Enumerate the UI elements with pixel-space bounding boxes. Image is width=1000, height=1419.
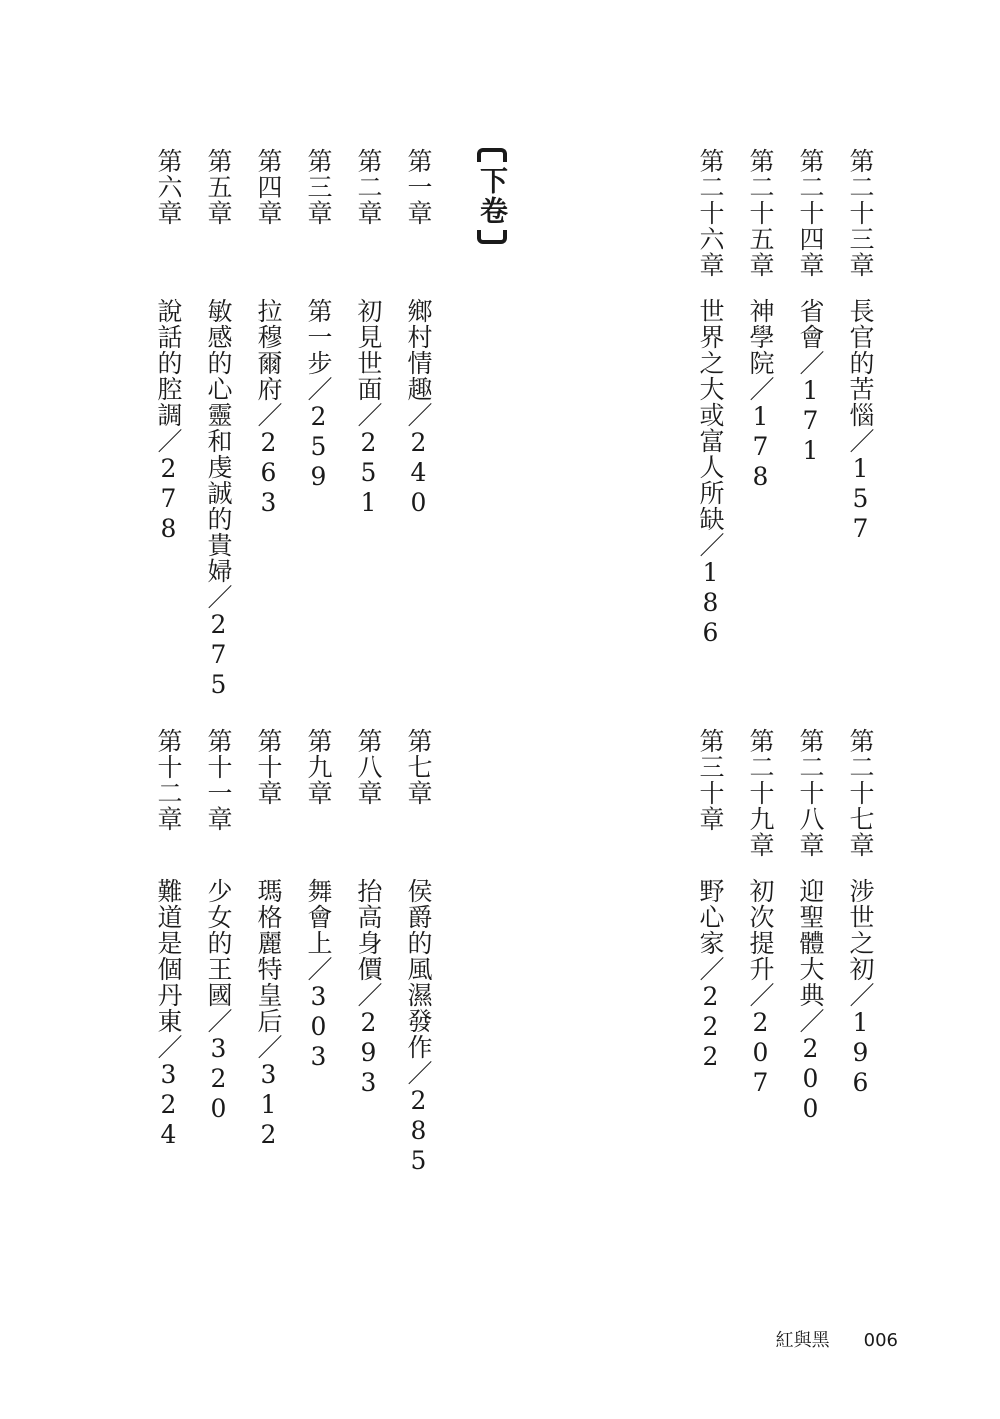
chapter-title: 瑪格麗特皇后／312 — [254, 878, 283, 1150]
toc-entry — [740, 148, 780, 492]
chapter-title: 抬高身價／293 — [354, 878, 383, 1098]
chapter-number: 第二章 — [354, 148, 383, 226]
toc-entry — [248, 148, 288, 518]
bracket-close-icon — [477, 230, 507, 244]
chapter-number: 第八章 — [354, 728, 383, 806]
toc-entry — [398, 148, 438, 518]
bracket-open-icon — [477, 148, 507, 162]
chapter-title: 迎聖體大典／200 — [796, 878, 825, 1124]
chapter-title: 鄉村情趣／240 — [404, 298, 433, 518]
chapter-number: 第四章 — [254, 148, 283, 226]
chapter-title: 初見世面／251 — [354, 298, 383, 518]
chapter-number: 第十二章 — [154, 728, 183, 832]
page-footer — [776, 1326, 898, 1352]
toc-entry — [740, 728, 780, 1098]
running-title: 紅與黑 — [775, 1330, 830, 1351]
chapter-number: 第三十章 — [696, 728, 725, 832]
chapter-number: 第二十九章 — [746, 728, 775, 858]
toc-entry — [248, 728, 288, 1150]
toc-entry — [790, 148, 830, 466]
toc-entry — [690, 148, 730, 648]
chapter-title: 初次提升／207 — [746, 878, 775, 1098]
chapter-number: 第十一章 — [204, 728, 233, 832]
page-number: 006 — [863, 1330, 898, 1351]
chapter-number: 第二十四章 — [796, 148, 825, 278]
toc-entry — [398, 728, 438, 1176]
chapter-number: 第九章 — [304, 728, 333, 806]
toc-entry — [690, 728, 730, 1072]
chapter-title: 省會／171 — [796, 298, 825, 466]
chapter-number: 第十章 — [254, 728, 283, 806]
toc-entry — [198, 148, 238, 700]
chapter-number: 第二十五章 — [746, 148, 775, 278]
toc-entry — [198, 728, 238, 1124]
section-heading — [468, 148, 516, 244]
chapter-number: 第三章 — [304, 148, 333, 226]
toc-entry — [348, 728, 388, 1098]
toc-entry — [298, 148, 338, 492]
toc-entry — [298, 728, 338, 1072]
chapter-title: 說話的腔調／278 — [154, 298, 183, 544]
chapter-title: 第一步／259 — [304, 298, 333, 492]
chapter-number: 第五章 — [204, 148, 233, 226]
chapter-title: 世界之大或富人所缺／186 — [696, 298, 725, 648]
chapter-title: 難道是個丹東／324 — [154, 878, 183, 1150]
toc-entry — [148, 728, 188, 1150]
chapter-title: 敏感的心靈和虔誠的貴婦／275 — [204, 298, 233, 700]
chapter-title: 野心家／222 — [696, 878, 725, 1072]
chapter-title: 舞會上／303 — [304, 878, 333, 1072]
chapter-number: 第二十六章 — [696, 148, 725, 278]
chapter-title: 拉穆爾府／263 — [254, 298, 283, 518]
chapter-title: 少女的王國／320 — [204, 878, 233, 1124]
toc-entry — [840, 728, 880, 1098]
section-label: 下卷 — [476, 166, 509, 226]
chapter-number: 第二十八章 — [796, 728, 825, 858]
toc-entry — [348, 148, 388, 518]
toc-entry — [840, 148, 880, 544]
chapter-number: 第七章 — [404, 728, 433, 806]
chapter-number: 第六章 — [154, 148, 183, 226]
chapter-number: 第一章 — [404, 148, 433, 226]
chapter-title: 神學院／178 — [746, 298, 775, 492]
chapter-number: 第二十七章 — [846, 728, 875, 858]
chapter-number: 第二十三章 — [846, 148, 875, 278]
chapter-title: 侯爵的風濕發作／285 — [404, 878, 433, 1176]
chapter-title: 長官的苦惱／157 — [846, 298, 875, 544]
toc-entry — [148, 148, 188, 544]
toc-entry — [790, 728, 830, 1124]
chapter-title: 涉世之初／196 — [846, 878, 875, 1098]
